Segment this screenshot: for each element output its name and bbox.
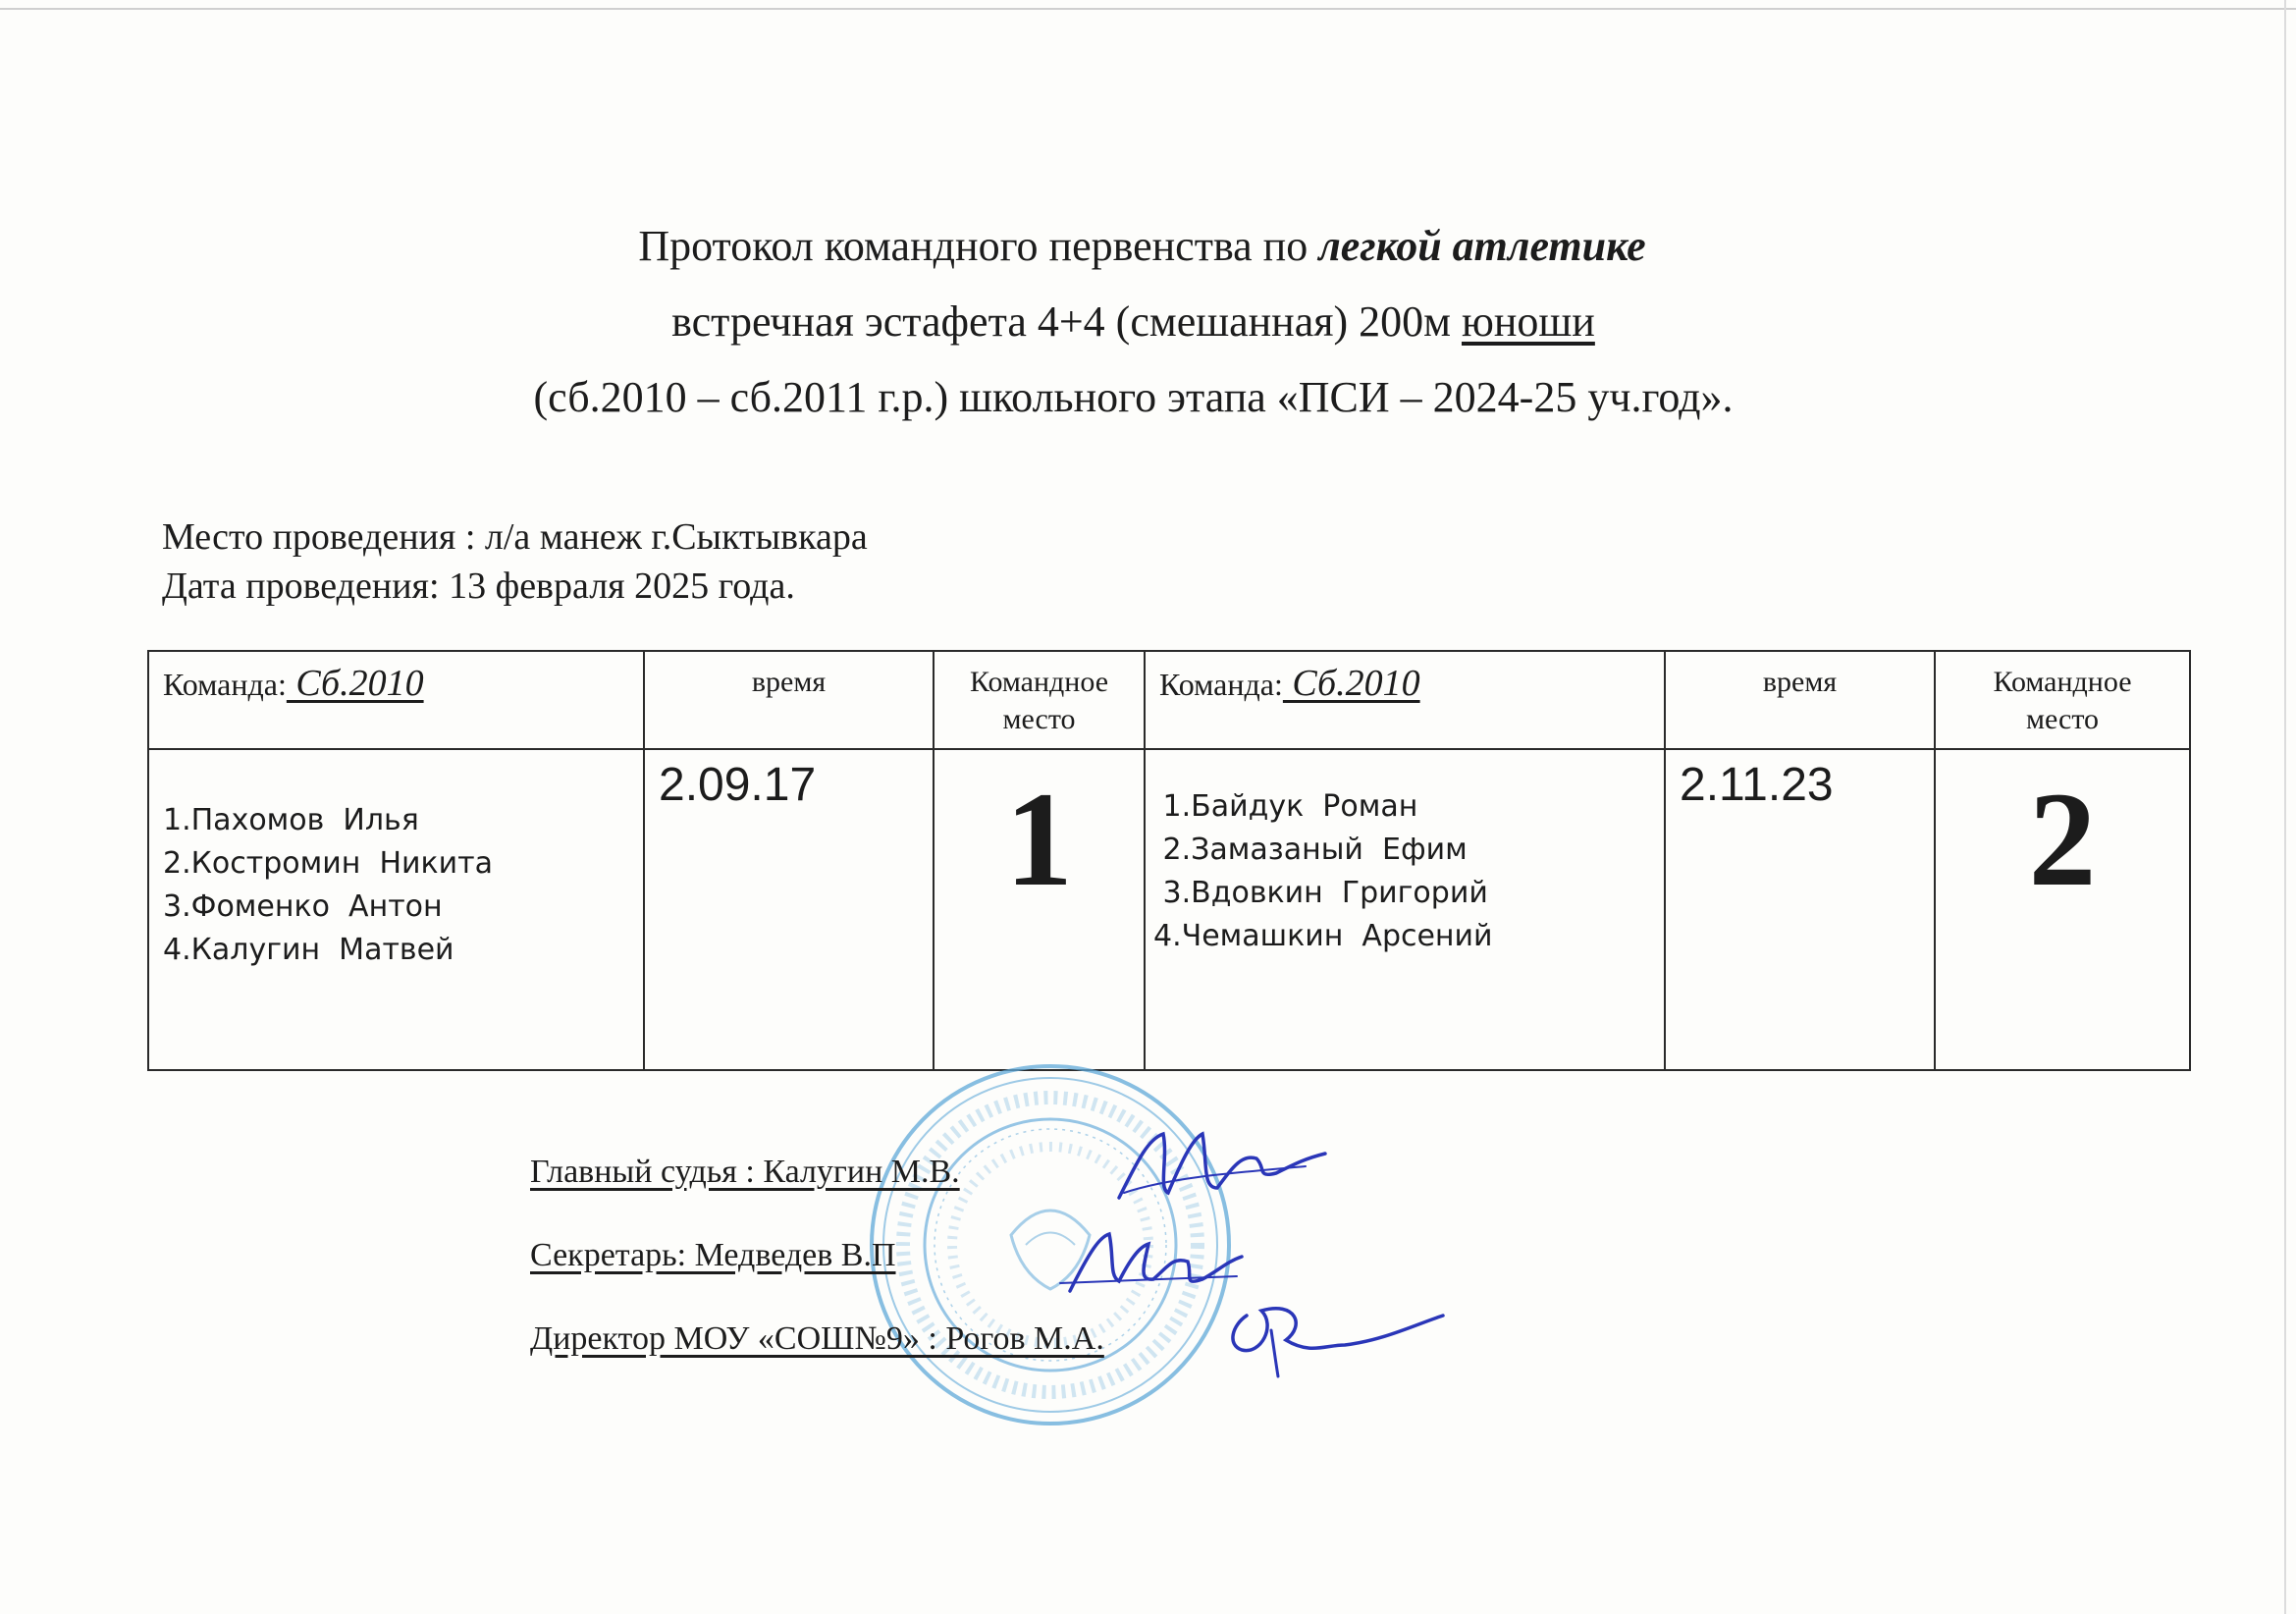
title-line-2-prefix: встречная эстафета 4+4 (смешанная) 200м xyxy=(671,296,1462,346)
director-line: Директор МОУ «СОШ№9» : Рогов М.А. xyxy=(530,1320,1104,1357)
team-time: 2.09.17 xyxy=(659,759,817,811)
place-header-line1: Командное xyxy=(969,666,1109,698)
place-cell xyxy=(934,749,1145,1070)
title-category: юноши xyxy=(1462,296,1595,346)
results-table xyxy=(147,650,2191,1071)
place-header xyxy=(1936,652,2189,738)
time-header-cell xyxy=(644,651,934,749)
time-header: время xyxy=(1762,666,1838,698)
member: 2.Костромин Никита xyxy=(163,846,493,881)
title-sport: легкой атлетике xyxy=(1318,222,1646,270)
team-time: 2.11.23 xyxy=(1680,759,1834,811)
protocol-title xyxy=(0,221,2296,447)
scan-edge-top xyxy=(0,8,2296,10)
team-members-list xyxy=(1146,750,1664,958)
table-results-row xyxy=(148,749,2190,1070)
team-name: Сб.2010 xyxy=(286,663,424,704)
team-members-list xyxy=(149,750,643,972)
venue-text: Место проведения : л/а манеж г.Сыктывкара xyxy=(162,516,868,558)
place-header-line2: место xyxy=(1002,703,1076,735)
team-label xyxy=(149,652,643,705)
team-members-cell xyxy=(1145,749,1665,1070)
team-header-cell xyxy=(1145,651,1665,749)
title-line-2 xyxy=(0,296,2296,349)
chief-judge-line: Главный судья : Калугин М.В. xyxy=(530,1154,960,1190)
date-text: Дата проведения: 13 февраля 2025 года. xyxy=(162,565,795,607)
chief-judge-signature xyxy=(1109,1119,1335,1217)
team-members-cell xyxy=(148,749,644,1070)
member: 3.Вдовкин Григорий xyxy=(1153,876,1488,910)
place-header xyxy=(934,652,1144,738)
place-header-cell xyxy=(1935,651,2190,749)
time-header-cell xyxy=(1665,651,1935,749)
team-name: Сб.2010 xyxy=(1282,663,1420,704)
title-line-1-prefix: Протокол командного первенства по xyxy=(638,222,1308,270)
table-header-row xyxy=(148,651,2190,749)
place-header-line1: Командное xyxy=(1993,666,2132,698)
time-header: время xyxy=(751,666,827,698)
member: 3.Фоменко Антон xyxy=(163,889,443,924)
member: 1.Байдук Роман xyxy=(1153,789,1418,824)
member: 2.Замазаный Ефим xyxy=(1153,833,1468,867)
team-header-cell xyxy=(148,651,644,749)
team-place: 1 xyxy=(1005,764,1073,914)
title-line-3: (сб.2010 – сб.2011 г.р.) школьного этапа «ПСИ – 2024-25 уч.год». xyxy=(533,372,1734,421)
member: 1.Пахомов Илья xyxy=(163,803,419,837)
team-label-text: Команда: xyxy=(163,667,287,702)
director-signature xyxy=(1217,1286,1453,1384)
secretary-line: Секретарь: Медведев В.П xyxy=(530,1237,896,1273)
title-line-1 xyxy=(0,221,2296,273)
team-label-text: Команда: xyxy=(1159,667,1283,702)
member: 4.Калугин Матвей xyxy=(163,933,454,967)
place-cell xyxy=(1935,749,2190,1070)
event-meta xyxy=(162,512,868,611)
team-place: 2 xyxy=(2028,764,2097,914)
place-header-cell xyxy=(934,651,1145,749)
time-cell xyxy=(1665,749,1935,1070)
place-header-line2: место xyxy=(2025,703,2100,735)
team-label xyxy=(1146,652,1664,705)
time-cell xyxy=(644,749,934,1070)
member: 4.Чемашкин Арсений xyxy=(1153,919,1493,953)
